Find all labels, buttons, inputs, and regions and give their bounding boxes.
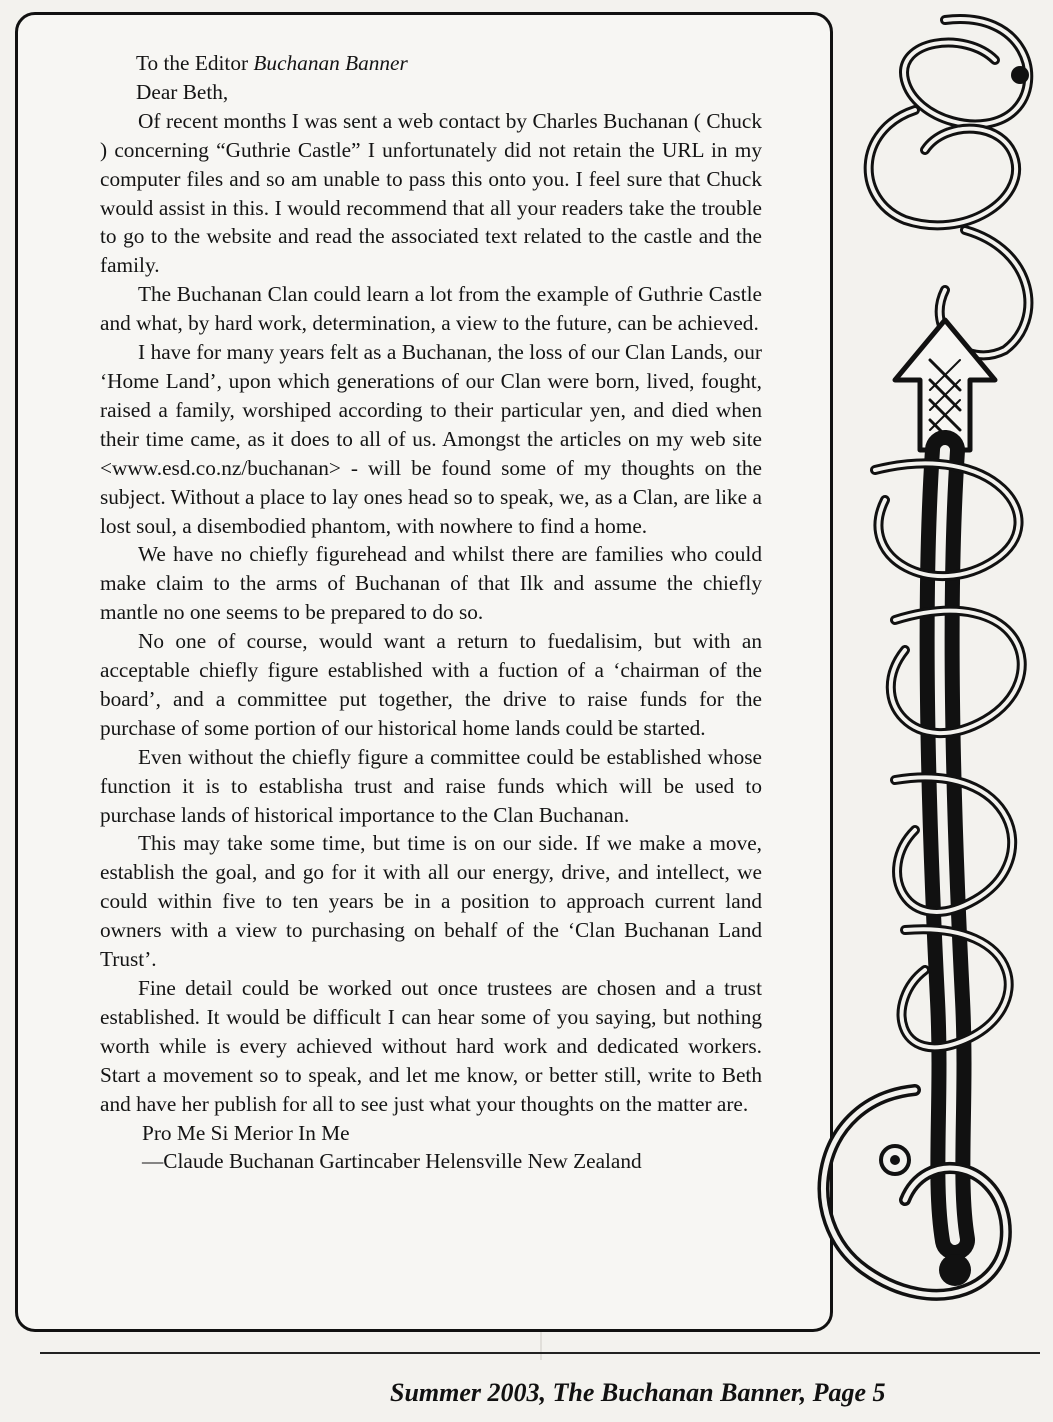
letter-paragraph-5: No one of course, would want a return to fuedalisim, but with an acceptable chiefly figure established with a fuction of a ‘chairman of the board’, and a committee put together, the drive to raise funds for the purchase of some portion of our historical home lands could be started. bbox=[100, 629, 762, 740]
page-footer: Summer 2003, The Buchanan Banner, Page 5 bbox=[390, 1378, 886, 1407]
letter-paragraph-1: Of recent months I was sent a web contact by Charles Buchanan ( Chuck ) concerning “Guthrie Castle” I unfortunately did not retain the URL in my computer files and so am unable to pass this onto you. I feel sure that Chuck would assist in this. I would recommend that all your readers take the trouble to go to the website and read the associated text related to the castle and the family. bbox=[100, 108, 762, 278]
letter-paragraph-6: Even without the chiefly figure a committee could be established whose function it is to establisha trust and raise funds which will be used to purchase lands of historical importance to the Clan Buchanan. bbox=[100, 744, 762, 827]
letter-paragraph-4: We have no chiefly figurehead and whilst there are families who could make claim to the arms of Buchanan of that Ilk and assume the chiefly mantle no one seems to be prepared to do so. bbox=[100, 542, 762, 625]
salutation: Dear Beth, bbox=[136, 79, 229, 104]
signature: —Claude Buchanan Gartincaber Helensville New Zealand bbox=[142, 1149, 642, 1174]
letter-body bbox=[100, 49, 762, 1176]
letter-frame bbox=[15, 12, 833, 1332]
celtic-knot-border-ornament bbox=[795, 0, 1053, 1360]
letter-paragraph-8: Fine detail could be worked out once trustees are chosen and a trust established. It would be difficult I can hear some of you saying, but nothing worth while is every achieved without hard work and dedicated workers. Start a movement so to speak, and let me know, or better still, write to Beth and have her publish for all to see just what your thoughts on the matter are. bbox=[100, 976, 762, 1116]
letter-paragraph-2: The Buchanan Clan could learn a lot from the example of Guthrie Castle and what, by hard work, determination, a view to the future, can be achieved. bbox=[100, 282, 762, 336]
clan-motto: Pro Me Si Merior In Me bbox=[142, 1120, 350, 1145]
footer-rule bbox=[40, 1352, 1040, 1354]
letter-paragraph-7: This may take some time, but time is on our side. If we make a move, establish the goal, and go for it with all our energy, drive, and intellect, we could within five to ten years be in a position to approach current land owners with a view to purchasing on behalf of the ‘Clan Buchanan Land Trust’. bbox=[100, 831, 762, 972]
letter-paragraph-3: I have for many years felt as a Buchanan, the loss of our Clan Lands, our ‘Home Land’, upon which generations of our Clan were born, lived, fought, raised a family, worshiped according to their particular yen, and died when their time came, as it does to all of us. Amongst the articles on my web site <www.esd.co.nz/buchanan> - will be found some of my thoughts on the subject. Without a place to lay ones head so to speak, we, as a Clan, are like a lost soul, a disembodied phantom, with nowhere to find a home. bbox=[100, 340, 762, 538]
addressee-prefix: To the Editor bbox=[136, 51, 254, 75]
addressee-line bbox=[100, 49, 762, 78]
publication-name: Buchanan Banner bbox=[253, 51, 408, 75]
